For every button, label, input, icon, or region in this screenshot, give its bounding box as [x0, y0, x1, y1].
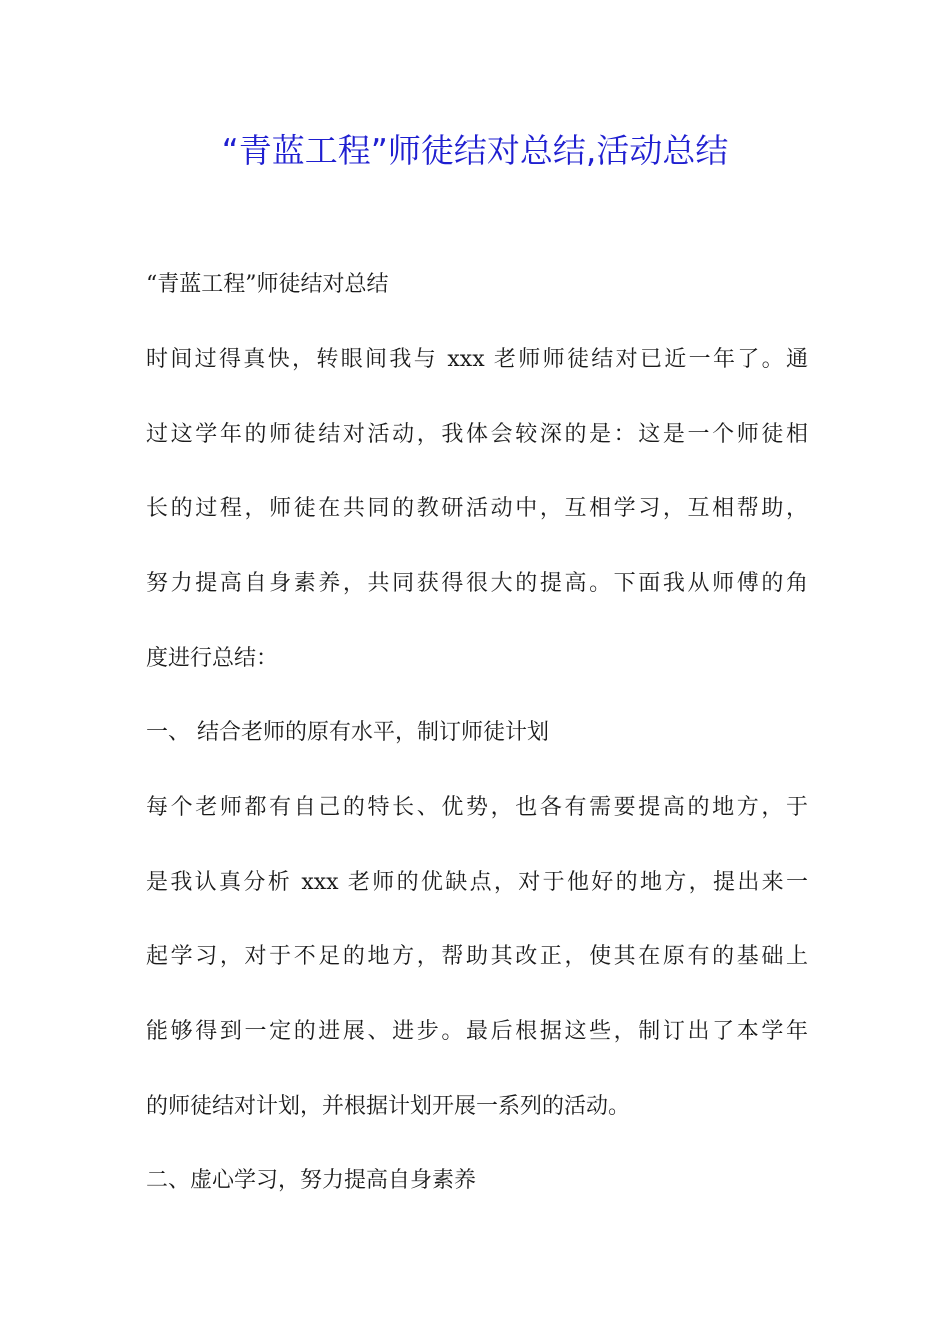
paragraph-line: 的师徒结对计划，并根据计划开展一系列的活动。: [146, 1094, 631, 1119]
paragraph-line: 能够得到一定的进展、进步。最后根据这些，制订出了本学年: [146, 1019, 808, 1044]
paragraph-line: 每个老师都有自己的特长、优势，也各有需要提高的地方，于: [146, 795, 808, 820]
paragraph-line: 度进行总结：: [146, 646, 279, 671]
paragraph-line: 努力提高自身素养，共同获得很大的提高。下面我从师傅的角: [146, 571, 808, 596]
paragraph-line: 是我认真分析 xxx 老师的优缺点，对于他好的地方，提出来一: [146, 870, 808, 895]
section-heading: 一、 结合老师的原有水平，制订师徒计划: [146, 720, 549, 745]
section-heading: 二、虚心学习，努力提高自身素养: [146, 1168, 477, 1193]
section-subtitle: “青蓝工程”师徒结对总结: [146, 272, 389, 297]
document-title: “青蓝工程”师徒结对总结,活动总结: [221, 131, 729, 170]
paragraph-line: 过这学年的师徒结对活动，我体会较深的是：这是一个师徒相: [146, 422, 808, 447]
paragraph-line: 长的过程，师徒在共同的教研活动中，互相学习，互相帮助，: [146, 496, 808, 521]
paragraph-line: 起学习，对于不足的地方，帮助其改正，使其在原有的基础上: [146, 944, 808, 969]
paragraph-line: 时间过得真快，转眼间我与 xxx 老师师徒结对已近一年了。通: [146, 347, 808, 372]
